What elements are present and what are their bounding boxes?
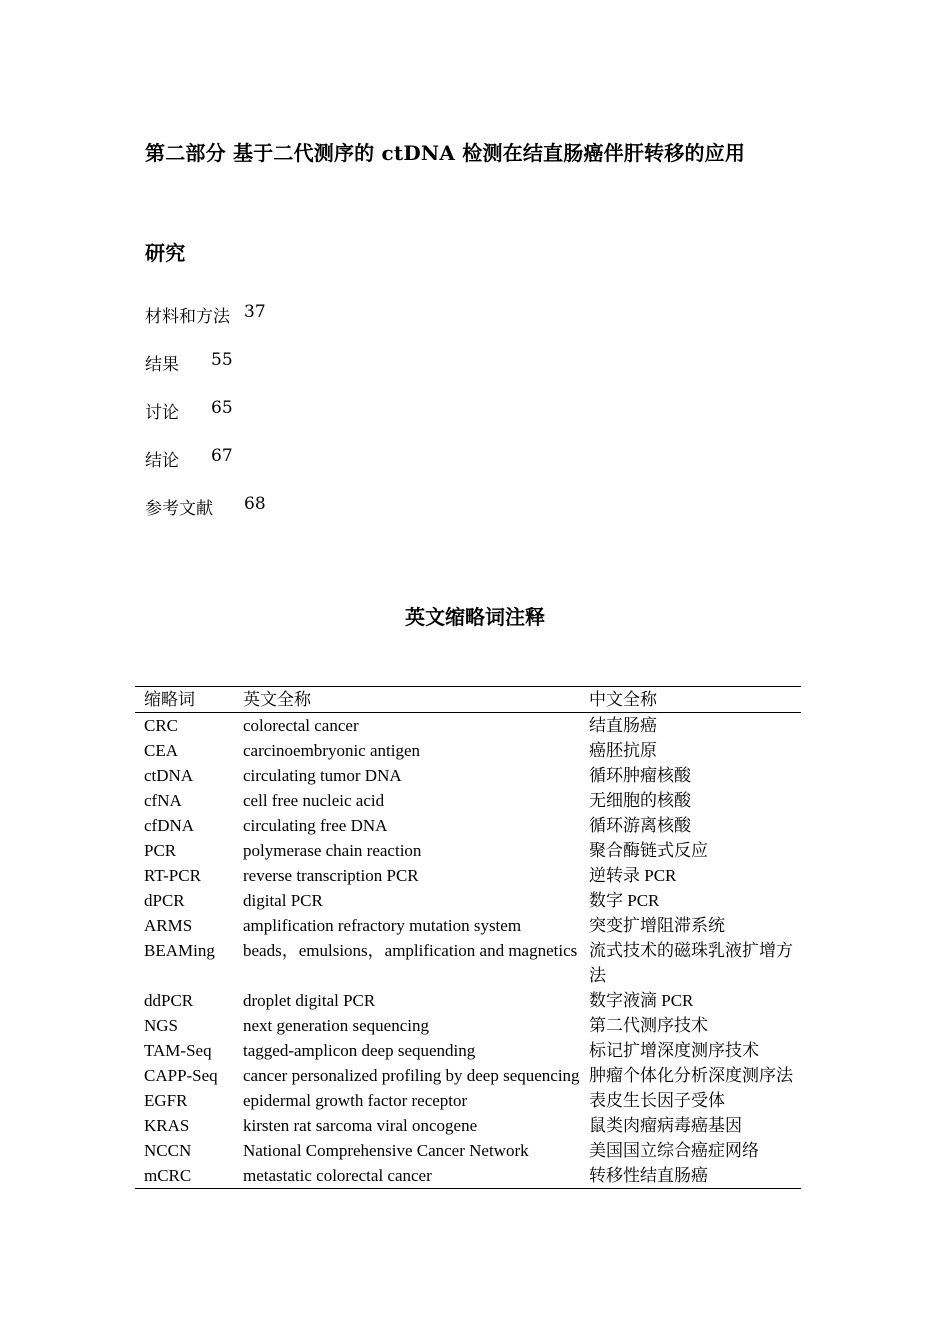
- header-abbreviation: 缩略词: [144, 690, 195, 709]
- abbr-cell: ARMS: [144, 916, 193, 935]
- toc-page-number: 37: [244, 302, 266, 322]
- chinese-cell: 无细胞的核酸: [589, 791, 691, 810]
- abbr-cell: ddPCR: [144, 991, 194, 1010]
- english-cell: National Comprehensive Cancer Network: [243, 1141, 529, 1160]
- table-row: [135, 713, 801, 739]
- toc-page-number: 68: [244, 494, 266, 514]
- table-row: [135, 738, 801, 763]
- abbr-cell: PCR: [144, 841, 177, 860]
- table-row: [135, 1063, 801, 1088]
- table-row: [135, 838, 801, 863]
- chinese-cell: 突变扩增阻滞系统: [589, 916, 725, 935]
- english-cell: reverse transcription PCR: [243, 866, 419, 885]
- table-row: [135, 863, 801, 888]
- table-row: [135, 913, 801, 938]
- part-title-line1: 第二部分 基于二代测序的 ctDNA 检测在结直肠癌伴肝转移的应用: [145, 141, 746, 165]
- table-row: [135, 988, 801, 1013]
- abbr-cell: EGFR: [144, 1091, 188, 1110]
- table-row: [135, 1163, 801, 1189]
- abbr-cell: KRAS: [144, 1116, 190, 1135]
- english-cell: cell free nucleic acid: [243, 791, 385, 810]
- table-row: [135, 1088, 801, 1113]
- chinese-cell: 结直肠癌: [589, 716, 657, 735]
- abbreviation-section-title: 英文缩略词注释: [405, 605, 545, 629]
- toc-page-number: 65: [211, 398, 233, 418]
- english-cell: amplification refractory mutation system: [243, 916, 522, 935]
- english-cell: epidermal growth factor receptor: [243, 1091, 468, 1110]
- abbr-cell: CEA: [144, 741, 178, 760]
- table-row: [135, 813, 801, 838]
- english-cell: polymerase chain reaction: [243, 841, 422, 860]
- english-cell: tagged-amplicon deep sequending: [243, 1041, 476, 1060]
- table-row: [135, 1113, 801, 1138]
- abbreviation-table: [135, 686, 801, 1189]
- chinese-cell: 鼠类肉瘤病毒癌基因: [589, 1116, 742, 1135]
- abbr-cell: mCRC: [144, 1166, 192, 1185]
- abbr-cell: RT-PCR: [144, 866, 201, 885]
- english-cell: digital PCR: [243, 891, 323, 910]
- chinese-cell: 数字液滴 PCR: [589, 991, 694, 1010]
- chinese-cell: 肿瘤个体化分析深度测序法: [589, 1066, 793, 1085]
- chinese-cell: 第二代测序技术: [589, 1016, 708, 1035]
- header-chinese-name: 中文全称: [589, 690, 657, 709]
- table-row: [135, 788, 801, 813]
- header-english-name: 英文全称: [243, 690, 311, 709]
- english-cell: kirsten rat sarcoma viral oncogene: [243, 1116, 478, 1135]
- toc-page-number: 55: [211, 350, 233, 370]
- table-row: [135, 763, 801, 788]
- toc-entry: [145, 350, 233, 375]
- chinese-cell: 流式技术的磁珠乳液扩增方法: [589, 941, 793, 985]
- table-row: [135, 888, 801, 913]
- toc-page-number: 67: [211, 446, 233, 466]
- abbr-cell: cfDNA: [144, 816, 195, 835]
- chinese-cell: 数字 PCR: [589, 891, 660, 910]
- abbr-cell: NCCN: [144, 1141, 192, 1160]
- english-cell: metastatic colorectal cancer: [243, 1166, 432, 1185]
- table-row: [135, 938, 801, 988]
- chinese-cell: 标记扩增深度测序技术: [589, 1041, 759, 1060]
- table-header-row: [135, 687, 801, 713]
- chinese-cell: 癌胚抗原: [589, 741, 657, 760]
- english-cell: beads，emulsions，amplification and magnetics: [243, 941, 578, 960]
- english-cell: cancer personalized profiling by deep sequencing: [243, 1066, 580, 1085]
- chinese-cell: 表皮生长因子受体: [589, 1091, 725, 1110]
- toc-label: 结论: [145, 451, 179, 471]
- toc-label: 结果: [145, 355, 179, 375]
- abbr-cell: ctDNA: [144, 766, 194, 785]
- table-row: [135, 1038, 801, 1063]
- english-cell: next generation sequencing: [243, 1016, 429, 1035]
- abbr-cell: dPCR: [144, 891, 185, 910]
- abbr-cell: NGS: [144, 1016, 179, 1035]
- toc-label: 讨论: [145, 403, 179, 423]
- part-title-line2: 研究: [145, 241, 186, 265]
- english-cell: droplet digital PCR: [243, 991, 376, 1010]
- abbr-cell: CAPP-Seq: [144, 1066, 218, 1085]
- toc-entry: [145, 398, 233, 423]
- english-cell: colorectal cancer: [243, 716, 359, 735]
- chinese-cell: 转移性结直肠癌: [589, 1166, 708, 1185]
- chinese-cell: 美国国立综合癌症网络: [589, 1141, 759, 1160]
- abbr-cell: TAM-Seq: [144, 1041, 212, 1060]
- chinese-cell: 循环游离核酸: [589, 816, 691, 835]
- toc-label: 材料和方法: [145, 307, 230, 327]
- chinese-cell: 聚合酶链式反应: [589, 841, 708, 860]
- toc-entry: [145, 446, 233, 471]
- english-cell: circulating free DNA: [243, 816, 388, 835]
- table-row: [135, 1138, 801, 1163]
- chinese-cell: 循环肿瘤核酸: [589, 766, 691, 785]
- abbr-cell: CRC: [144, 716, 179, 735]
- toc-label: 参考文献: [145, 499, 213, 519]
- table-row: [135, 1013, 801, 1038]
- english-cell: carcinoembryonic antigen: [243, 741, 421, 760]
- abbr-cell: BEAMing: [144, 941, 215, 960]
- abbr-cell: cfNA: [144, 791, 182, 810]
- toc-entry: [145, 494, 266, 519]
- chinese-cell: 逆转录 PCR: [589, 866, 677, 885]
- toc-entry: [145, 302, 266, 327]
- english-cell: circulating tumor DNA: [243, 766, 402, 785]
